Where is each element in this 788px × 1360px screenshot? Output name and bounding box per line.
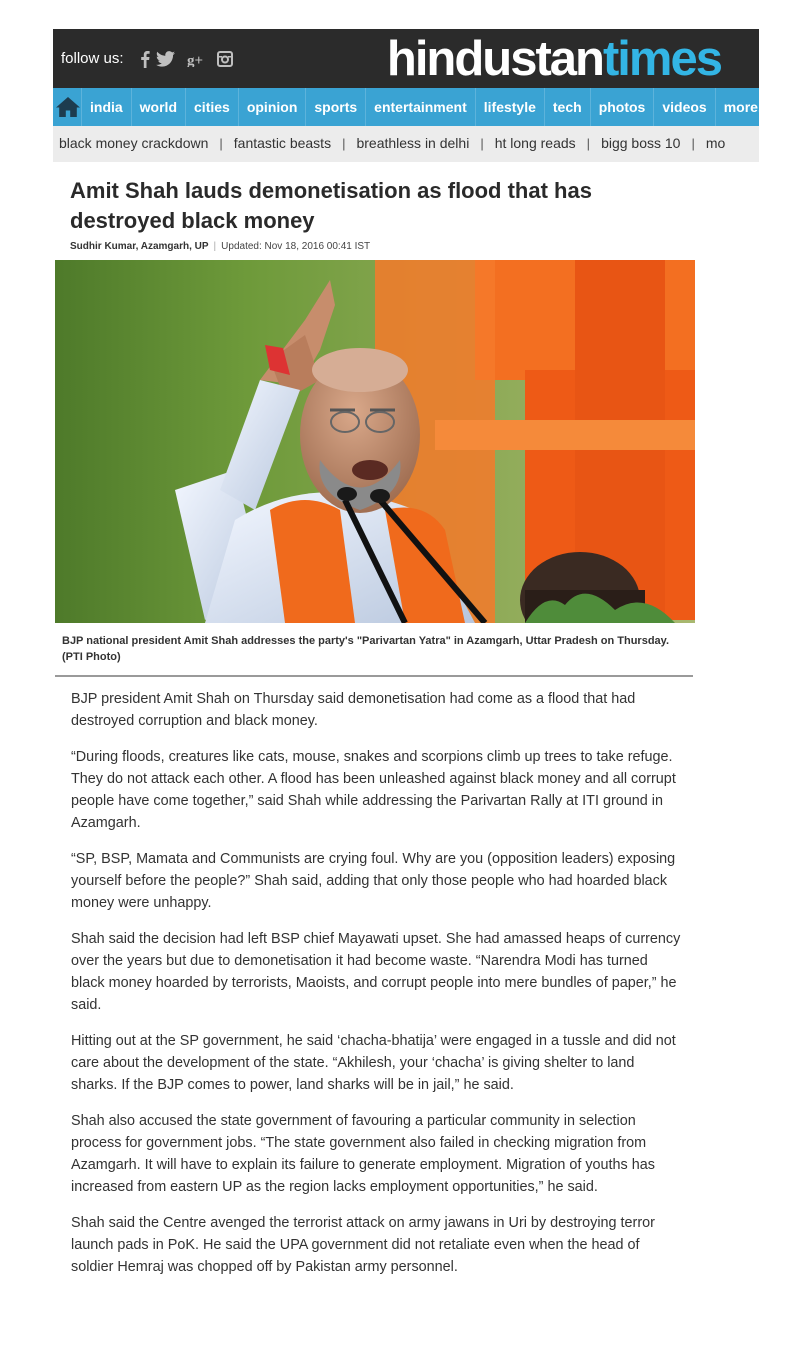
- nav-item-cities[interactable]: cities: [185, 88, 238, 126]
- home-icon[interactable]: [55, 88, 81, 126]
- article-paragraph: “During floods, creatures like cats, mouse, snakes and scorpions climb up trees to take refuge. They do not attack each other. A flood has been unleashed against black money and all corrupt people have come together,” said Shah while addressing the Parivartan Rally at ITI ground in Azamgarh.: [71, 749, 676, 831]
- nav-item-videos[interactable]: videos: [653, 88, 714, 126]
- trending-link[interactable]: bigg boss 10: [601, 135, 681, 151]
- byline-separator: |: [213, 241, 217, 252]
- nav-item-world[interactable]: world: [131, 88, 185, 126]
- nav-item-india[interactable]: india: [81, 88, 131, 126]
- nav-item-more[interactable]: more...: [715, 88, 778, 126]
- article-paragraph: Shah said the decision had left BSP chief Mayawati upset. She had amassed heaps of currency over the years but due to demonetisation it had become waste. “Narendra Modi has turned black money hoarded by terrorists, Maoists, and corrupt people into mere bundles of paper,” he said.: [71, 931, 681, 1013]
- article-paragraph: Shah said the Centre avenged the terrorist attack on army jawans in Uri by destroying terror launch pads in PoK. He said the UPA government did not retaliate even when the head of soldier Hemraj was chopped off by Pakistan army personnel.: [71, 1215, 655, 1275]
- instagram-icon[interactable]: [215, 48, 235, 70]
- updated-timestamp: Updated: Nov 18, 2016 00:41 IST: [221, 241, 371, 252]
- nav-item-opinion[interactable]: opinion: [238, 88, 306, 126]
- nav-item-entertainment[interactable]: entertainment: [365, 88, 475, 126]
- site-header: [53, 29, 759, 88]
- article-headline: Amit Shah lauds demonetisation as flood that has destroyed black money: [70, 178, 592, 233]
- logo-text-hindustan: hindustan: [386, 32, 603, 86]
- trending-separator: |: [342, 136, 346, 151]
- trending-separator: |: [219, 136, 223, 151]
- article-photo: [55, 260, 695, 623]
- nav-item-lifestyle[interactable]: lifestyle: [475, 88, 544, 126]
- trending-separator: |: [691, 136, 695, 151]
- follow-us-label: follow us:: [61, 50, 124, 67]
- trending-separator: |: [480, 136, 484, 151]
- logo-text-times: times: [602, 32, 721, 86]
- caption-divider: [55, 675, 693, 677]
- svg-text:g+: g+: [187, 53, 204, 67]
- article-paragraph: “SP, BSP, Mamata and Communists are crying foul. Why are you (opposition leaders) exposing yourself before the people?” Shah said, adding that only those people who had hoarded black money were unhappy.: [71, 851, 676, 911]
- photo-caption: BJP national president Amit Shah addresses the party's "Parivartan Yatra" in Azamgarh, Uttar Pradesh on Thursday. (PTI Photo): [62, 635, 670, 663]
- article-paragraph: Hitting out at the SP government, he said ‘chacha-bhatija’ were engaged in a tussle and did not care about the development of the state. “Akhilesh, your ‘chacha’ is giving shelter to land sharks. If the BJP comes to power, land sharks will be in jail,” he said.: [71, 1033, 676, 1093]
- article-paragraph: BJP president Amit Shah on Thursday said demonetisation had come as a flood that had destroyed corruption and black money.: [71, 691, 636, 729]
- google-plus-icon[interactable]: [185, 48, 209, 70]
- facebook-icon[interactable]: [135, 48, 155, 70]
- nav-item-tech[interactable]: tech: [544, 88, 590, 126]
- trending-link[interactable]: ht long reads: [494, 135, 576, 151]
- article-paragraph: Shah also accused the state government of favouring a particular community in selection process for government jobs. “The state government also failed in checking migration from Azamgarh. It will have to explain its failure to generate employment. Migration of youths has increased from eastern UP as the region lacks employment opportunities,” he said.: [71, 1113, 655, 1195]
- nav-item-photos[interactable]: photos: [590, 88, 654, 126]
- author-name[interactable]: Sudhir Kumar, Azamgarh, UP: [70, 241, 209, 252]
- trending-bar: [53, 126, 759, 162]
- twitter-icon[interactable]: [155, 48, 175, 70]
- trending-link[interactable]: fantastic beasts: [233, 135, 332, 151]
- trending-separator: |: [586, 136, 591, 151]
- trending-link[interactable]: mo: [705, 135, 726, 151]
- hindustan-times-logo[interactable]: [387, 31, 721, 87]
- article-byline: [70, 241, 370, 252]
- trending-link[interactable]: breathless in delhi: [356, 135, 470, 151]
- trending-link[interactable]: black money crackdown: [59, 135, 209, 151]
- nav-item-sports[interactable]: sports: [305, 88, 365, 126]
- main-nav: [53, 88, 770, 126]
- article-body: [71, 688, 681, 1292]
